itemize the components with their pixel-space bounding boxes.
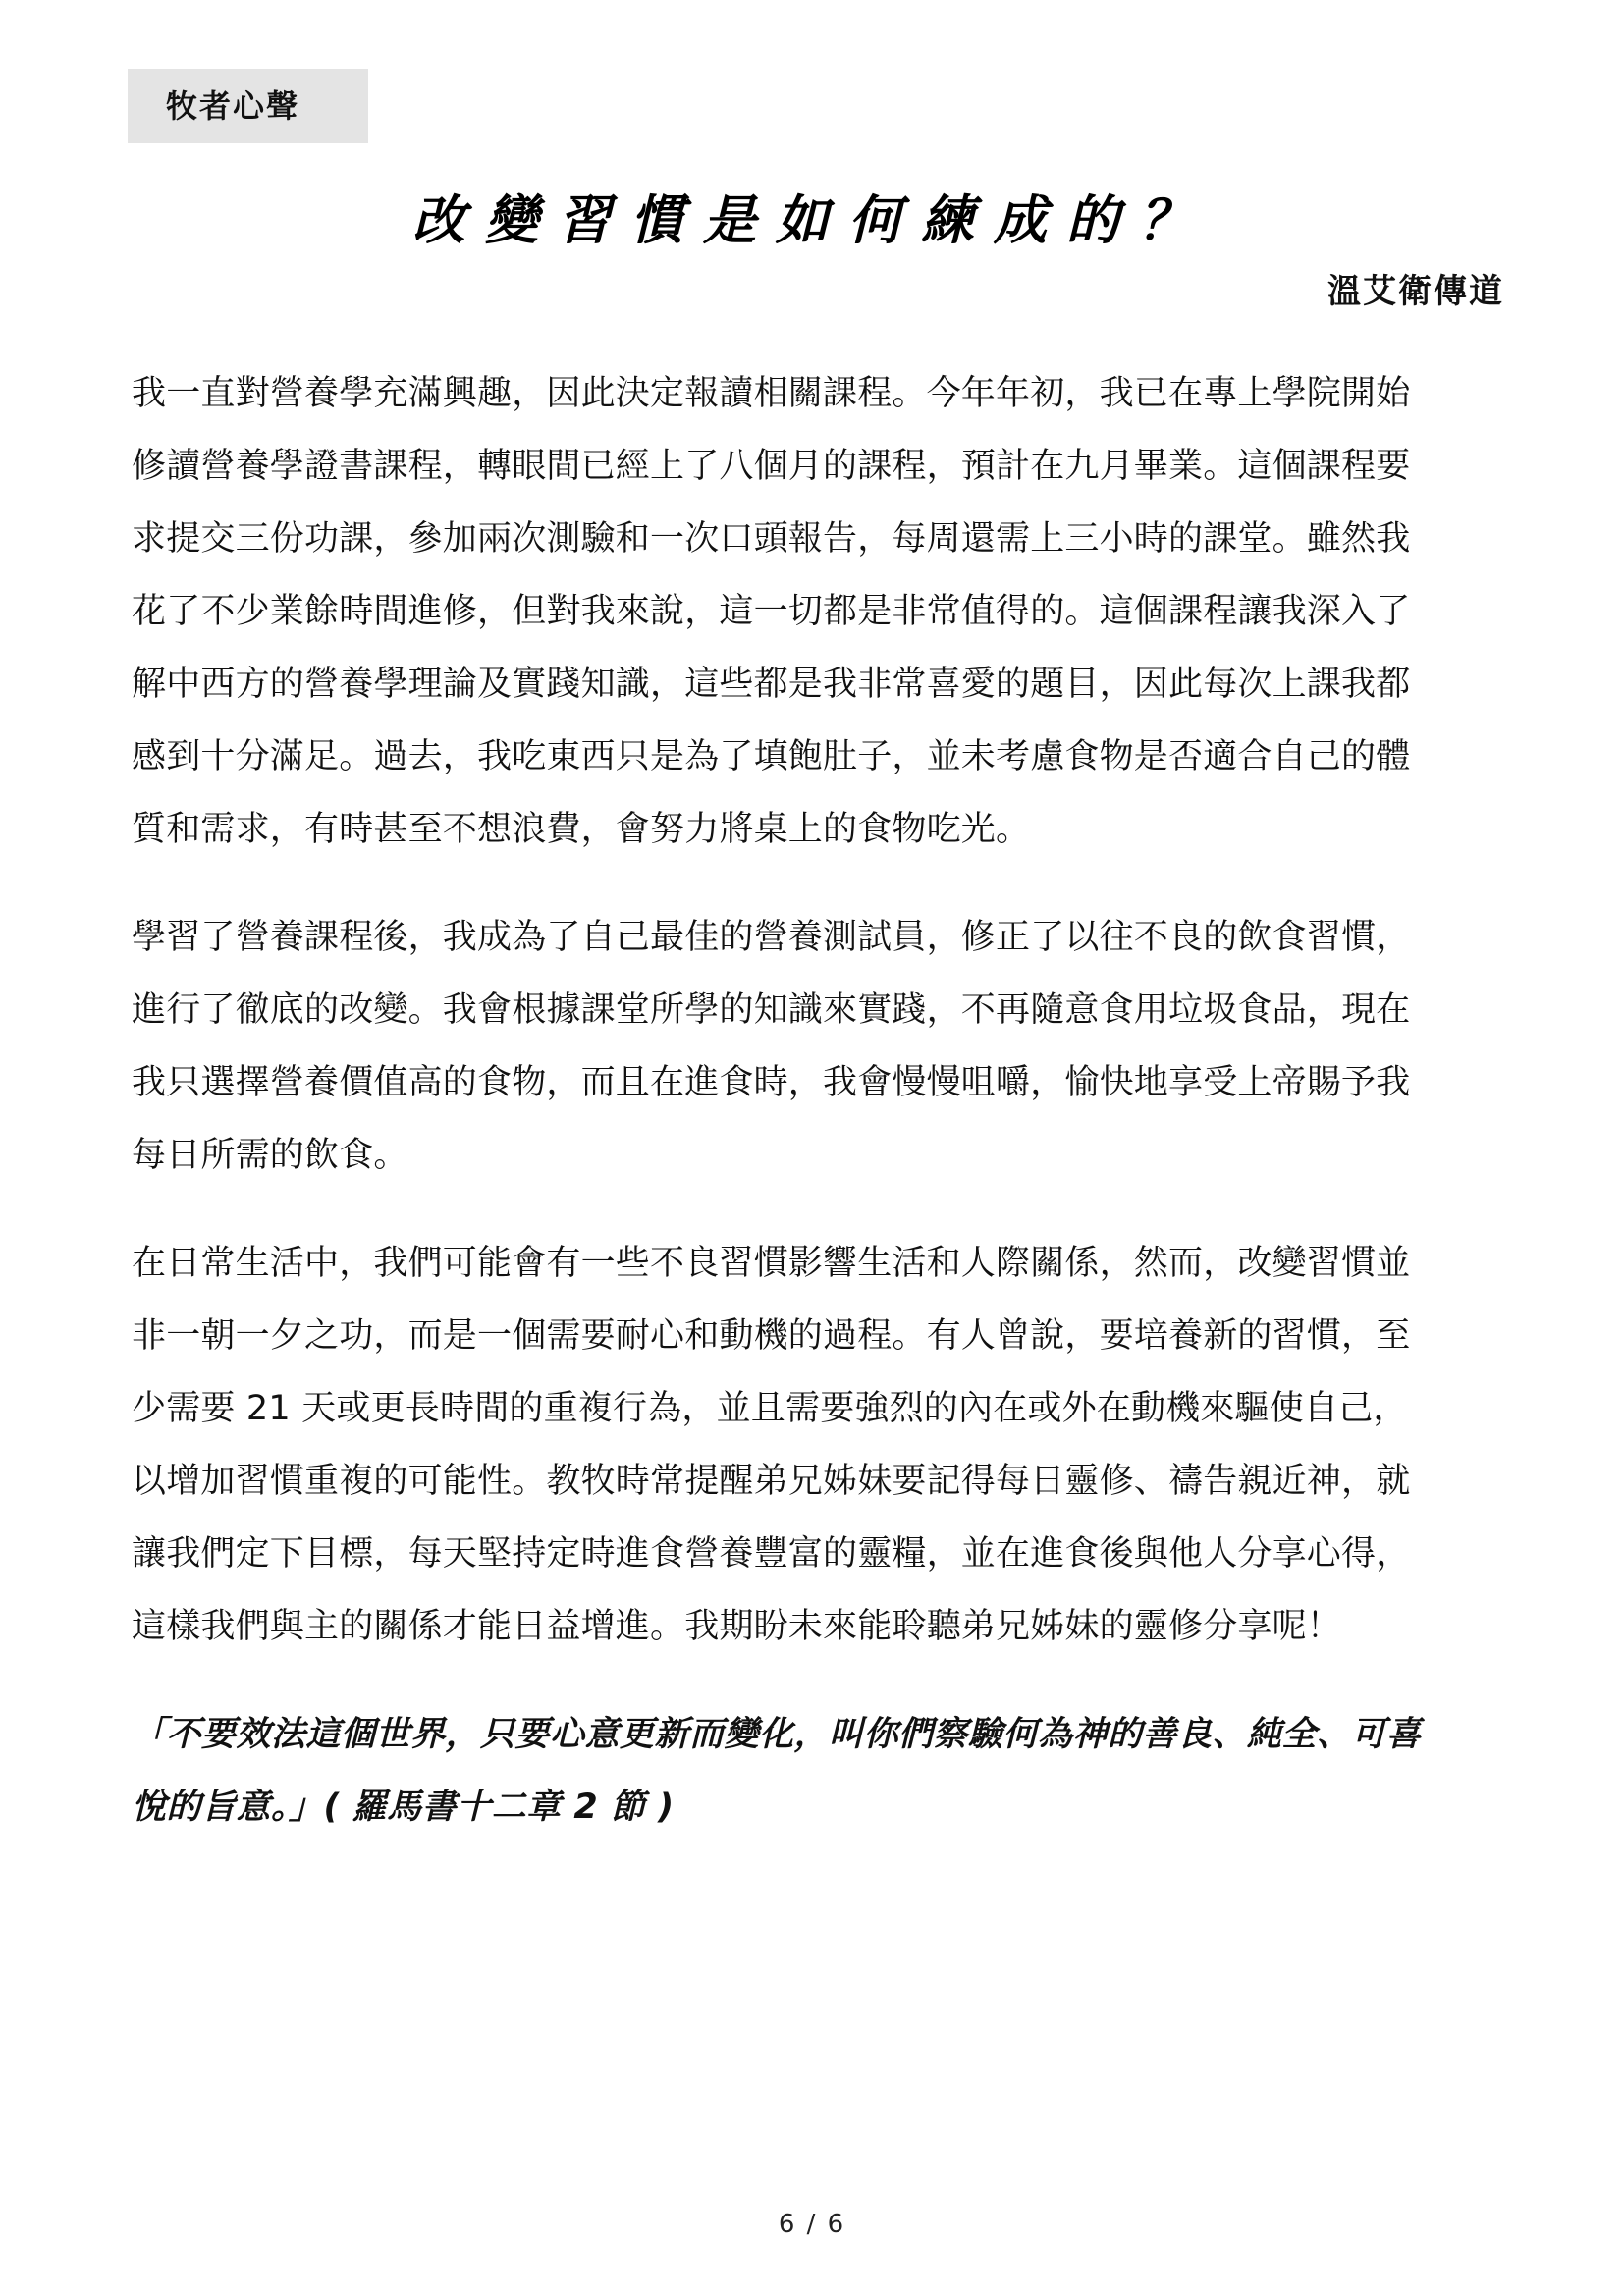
- paragraph-2: [132, 901, 1506, 1192]
- article-author: 溫艾衛傳道: [1327, 272, 1504, 311]
- text-line: 少需要 21 天或更長時間的重複行為，並且需要強烈的內在或外在動機來驅使自己，: [132, 1389, 1408, 1428]
- text-line: 在日常生活中，我們可能會有一些不良習慣影響生活和人際關係，然而，改變習慣並: [132, 1244, 1411, 1283]
- quote-line: 「不要效法這個世界，只要心意更新而變化，叫你們察驗何為神的善良、純全、可喜: [132, 1715, 1422, 1754]
- text-line: 讓我們定下目標，每天堅持定時進食營養豐富的靈糧，並在進食後與他人分享心得，: [132, 1534, 1411, 1574]
- text-line: 我只選擇營養價值高的食物，而且在進食時，我會慢慢咀嚼，愉快地享受上帝賜予我: [132, 1063, 1411, 1102]
- text-line: 質和需求，有時甚至不想浪費，會努力將桌上的食物吃光。: [132, 810, 1031, 849]
- text-line: 求提交三份功課，參加兩次測驗和一次口頭報告，每周還需上三小時的課堂。雖然我: [132, 519, 1411, 559]
- article-title: 改變習慣是如何練成的？: [412, 188, 1212, 251]
- page-number: 6 / 6: [778, 2210, 846, 2239]
- scripture-quote: [132, 1698, 1506, 1843]
- text-line: 每日所需的飲食。: [132, 1136, 408, 1175]
- article-body: [132, 357, 1506, 1879]
- text-line: 我一直對營養學充滿興趣，因此決定報讀相關課程。今年年初，我已在專上學院開始: [132, 374, 1411, 413]
- text-line: 這樣我們與主的關係才能日益增進。我期盼未來能聆聽弟兄姊妹的靈修分享呢！: [132, 1607, 1342, 1646]
- text-line: 非一朝一夕之功，而是一個需要耐心和動機的過程。有人曾說，要培養新的習慣，至: [132, 1316, 1411, 1356]
- text-line: 進行了徹底的改變。我會根據課堂所學的知識來實踐，不再隨意食用垃圾食品，現在: [132, 990, 1411, 1030]
- text-line: 學習了營養課程後，我成為了自己最佳的營養測試員，修正了以往不良的飲食習慣，: [132, 918, 1411, 957]
- text-line: 以增加習慣重複的可能性。教牧時常提醒弟兄姊妹要記得每日靈修、禱告親近神，就: [132, 1462, 1411, 1501]
- paragraph-3: [132, 1227, 1506, 1663]
- text-line: 修讀營養學證書課程，轉眼間已經上了八個月的課程，預計在九月畢業。這個課程要: [132, 447, 1411, 486]
- text-line: 解中西方的營養學理論及實踐知識，這些都是我非常喜愛的題目，因此每次上課我都: [132, 665, 1411, 704]
- text-line: 感到十分滿足。過去，我吃東西只是為了填飽肚子，並未考慮食物是否適合自己的體: [132, 737, 1411, 776]
- section-label: 牧者心聲: [128, 69, 368, 143]
- quote-line: 悅的旨意。」( 羅馬書十二章 2 節 ): [132, 1788, 675, 1827]
- paragraph-1: [132, 357, 1506, 866]
- text-line: 花了不少業餘時間進修，但對我來說，這一切都是非常值得的。這個課程讓我深入了: [132, 592, 1411, 631]
